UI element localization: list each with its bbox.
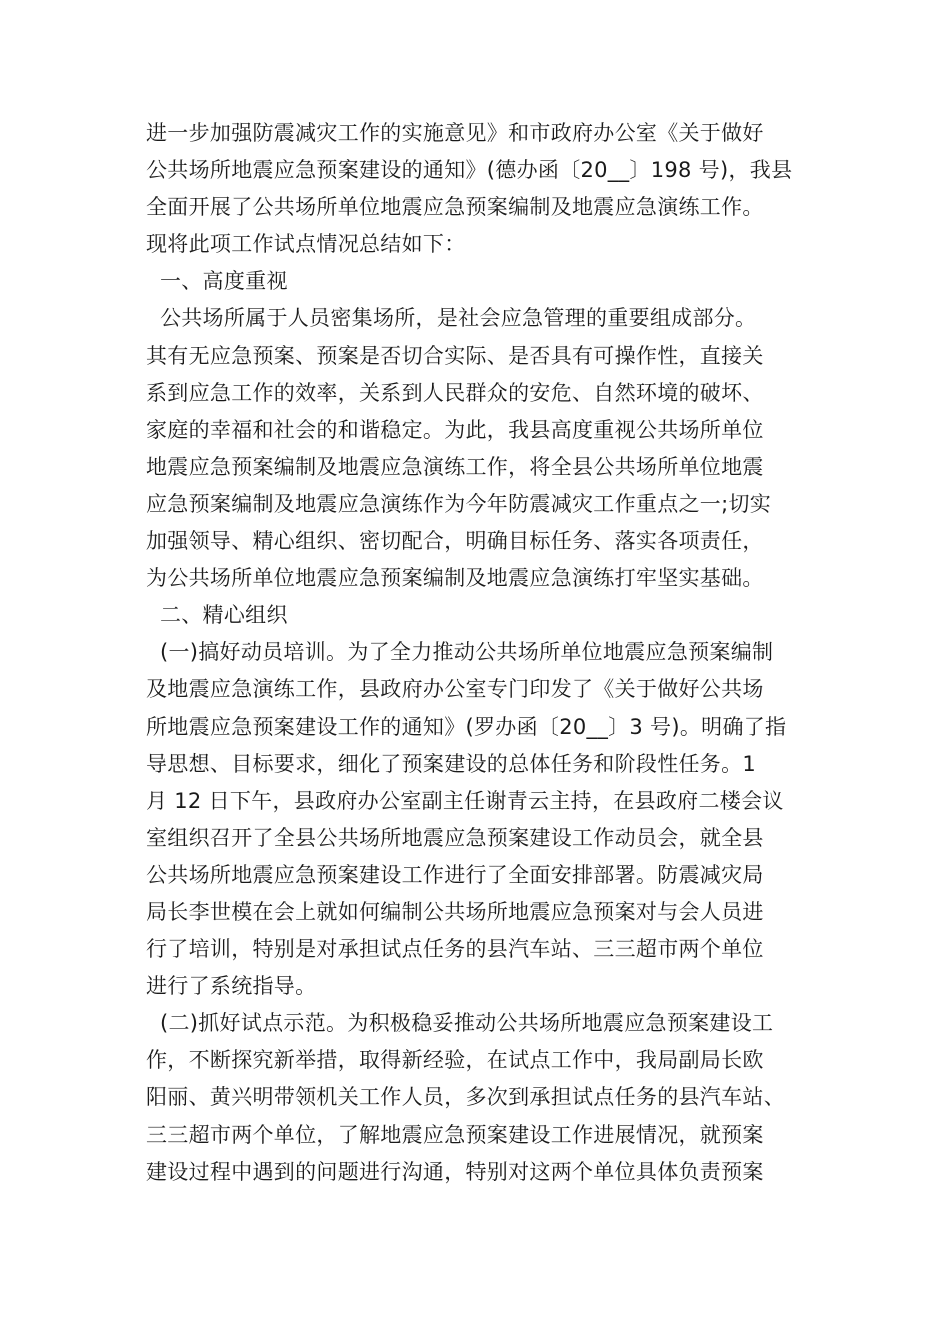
text-line: 局长李世模在会上就如何编制公共场所地震应急预案对与会人员进 xyxy=(146,899,764,924)
text-line: 建设过程中遇到的问题进行沟通，特别对这两个单位具体负责预案 xyxy=(146,1159,764,1184)
text-line: 所地震应急预案建设工作的通知》(罗办函〔20__〕3 号)。明确了指 xyxy=(146,714,787,739)
text-line: 作，不断探究新举措，取得新经验，在试点工作中，我局副局长欧 xyxy=(146,1048,764,1073)
section-heading: 二、精心组织 xyxy=(146,603,288,628)
text-line: 全面开展了公共场所单位地震应急预案编制及地震应急演练工作。 xyxy=(146,195,764,220)
text-line: 家庭的幸福和社会的和谐稳定。为此，我县高度重视公共场所单位 xyxy=(146,417,764,442)
text-line: 应急预案编制及地震应急演练作为今年防震减灾工作重点之一;切实 xyxy=(146,491,772,516)
text-line: 地震应急预案编制及地震应急演练工作，将全县公共场所单位地震 xyxy=(146,454,764,479)
text-line: 现将此项工作试点情况总结如下： xyxy=(146,232,466,257)
text-line: 加强领导、精心组织、密切配合，明确目标任务、落实各项责任， xyxy=(146,529,764,554)
section-heading: 一、高度重视 xyxy=(146,269,288,294)
text-line: 其有无应急预案、预案是否切合实际、是否具有可操作性，直接关 xyxy=(146,343,764,368)
text-line: 为公共场所单位地震应急预案编制及地震应急演练打牢坚实基础。 xyxy=(146,566,764,591)
text-line: 公共场所地震应急预案建设的通知》(德办函〔20__〕198 号)，我县 xyxy=(146,158,793,183)
text-line: 及地震应急演练工作，县政府办公室专门印发了《关于做好公共场 xyxy=(146,677,764,702)
text-line: 室组织召开了全县公共场所地震应急预案建设工作动员会，就全县 xyxy=(146,825,764,850)
text-line: 三三超市两个单位，了解地震应急预案建设工作进展情况，就预案 xyxy=(146,1122,764,1147)
text-line: (一)搞好动员培训。为了全力推动公共场所单位地震应急预案编制 xyxy=(146,640,774,665)
text-line: 进行了系统指导。 xyxy=(146,974,317,999)
text-line: 进一步加强防震减灾工作的实施意见》和市政府办公室《关于做好 xyxy=(146,121,764,145)
text-line: 导思想、目标要求，细化了预案建设的总体任务和阶段性任务。1 xyxy=(146,751,757,776)
text-line: 月 12 日下午，县政府办公室副主任谢青云主持，在县政府二楼会议 xyxy=(146,788,784,813)
text-line: 公共场所属于人员密集场所，是社会应急管理的重要组成部分。 xyxy=(146,306,757,331)
text-line: 公共场所地震应急预案建设工作进行了全面安排部署。防震减灾局 xyxy=(146,862,764,887)
document-body xyxy=(146,115,811,1191)
text-line: (二)抓好试点示范。为积极稳妥推动公共场所地震应急预案建设工 xyxy=(146,1011,774,1036)
text-line: 行了培训，特别是对承担试点任务的县汽车站、三三超市两个单位 xyxy=(146,937,764,962)
text-line: 阳丽、黄兴明带领机关工作人员，多次到承担试点任务的县汽车站、 xyxy=(146,1085,785,1110)
text-line: 系到应急工作的效率，关系到人民群众的安危、自然环境的破坏、 xyxy=(146,380,764,405)
